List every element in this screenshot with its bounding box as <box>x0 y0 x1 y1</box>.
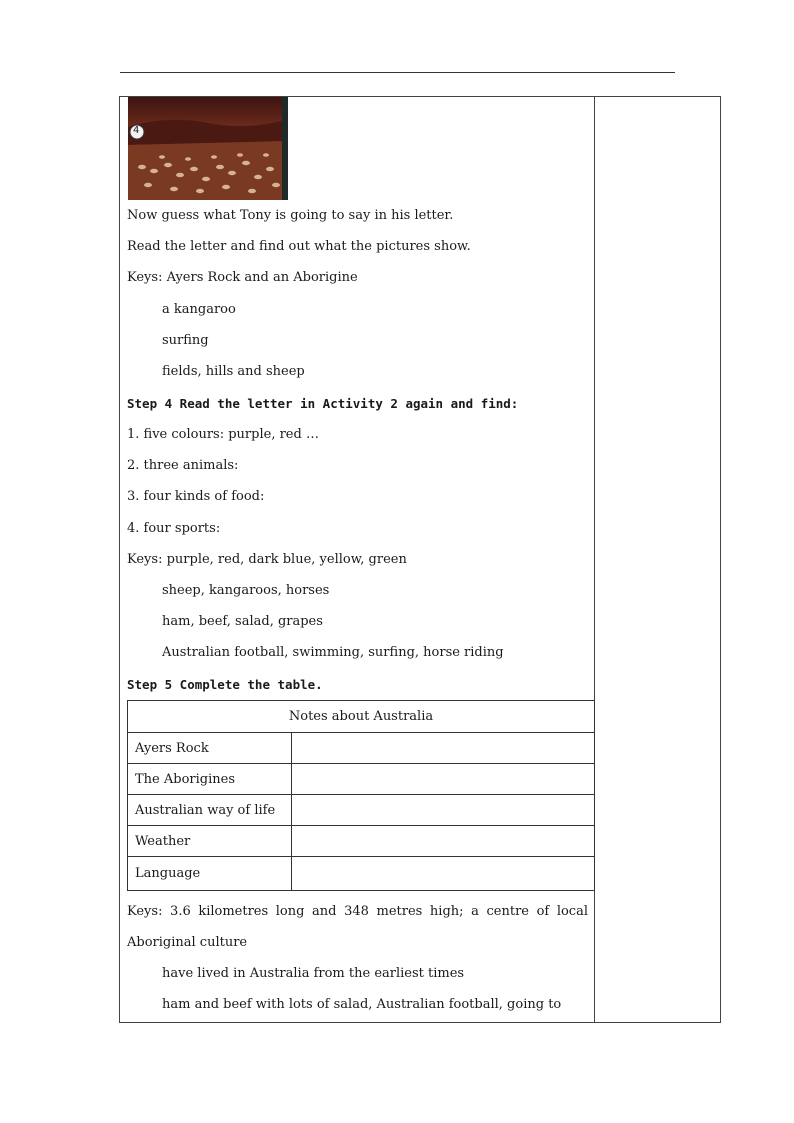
step-5-heading: Step 5 Complete the table. <box>127 677 323 692</box>
keys-table-line-2: Aboriginal culture <box>127 935 248 950</box>
header-rule <box>120 72 675 73</box>
key-item: a kangaroo <box>162 302 236 317</box>
read-instruction: Read the letter and find out what the pictures show. <box>127 239 471 254</box>
key-item: surfing <box>162 333 209 348</box>
key-item: ham and beef with lots of salad, Australian football, going to <box>162 997 562 1012</box>
table-row-label: Ayers Rock <box>128 733 292 764</box>
key-item: fields, hills and sheep <box>162 364 305 379</box>
table-answer-cell[interactable] <box>292 857 595 891</box>
step-4-heading: Step 4 Read the letter in Activity 2 again and find: <box>127 396 519 411</box>
guess-instruction: Now guess what Tony is going to say in his letter. <box>127 208 454 223</box>
table-row-label: Australian way of life <box>128 795 292 826</box>
keys-pictures: Keys: Ayers Rock and an Aborigine <box>127 270 358 285</box>
key-item: Australian football, swimming, surfing, horse riding <box>162 645 504 660</box>
keys-colours: Keys: purple, red, dark blue, yellow, green <box>127 552 407 567</box>
task-item: 2. three animals: <box>127 458 239 473</box>
sheep-field-photo <box>128 97 288 200</box>
key-item: ham, beef, salad, grapes <box>162 614 323 629</box>
table-title: Notes about Australia <box>128 701 595 733</box>
key-item: sheep, kangaroos, horses <box>162 583 330 598</box>
table-answer-cell[interactable] <box>292 733 595 764</box>
keys-table-line-1: Keys: 3.6 kilometres long and 348 metres high; a centre of local <box>127 904 588 919</box>
table-answer-cell[interactable] <box>292 795 595 826</box>
table-row-label: Weather <box>128 826 292 857</box>
table-row-label: The Aborigines <box>128 764 292 795</box>
task-item: 3. four kinds of food: <box>127 489 265 504</box>
key-item: have lived in Australia from the earliest times <box>162 966 465 981</box>
table-answer-cell[interactable] <box>292 764 595 795</box>
task-item: 4. four sports: <box>127 521 221 536</box>
table-row-label: Language <box>128 857 292 891</box>
task-item: 1. five colours: purple, red … <box>127 427 319 442</box>
table-answer-cell[interactable] <box>292 826 595 857</box>
australia-notes-table <box>127 700 595 891</box>
photo-number-badge: 4 <box>133 125 140 136</box>
